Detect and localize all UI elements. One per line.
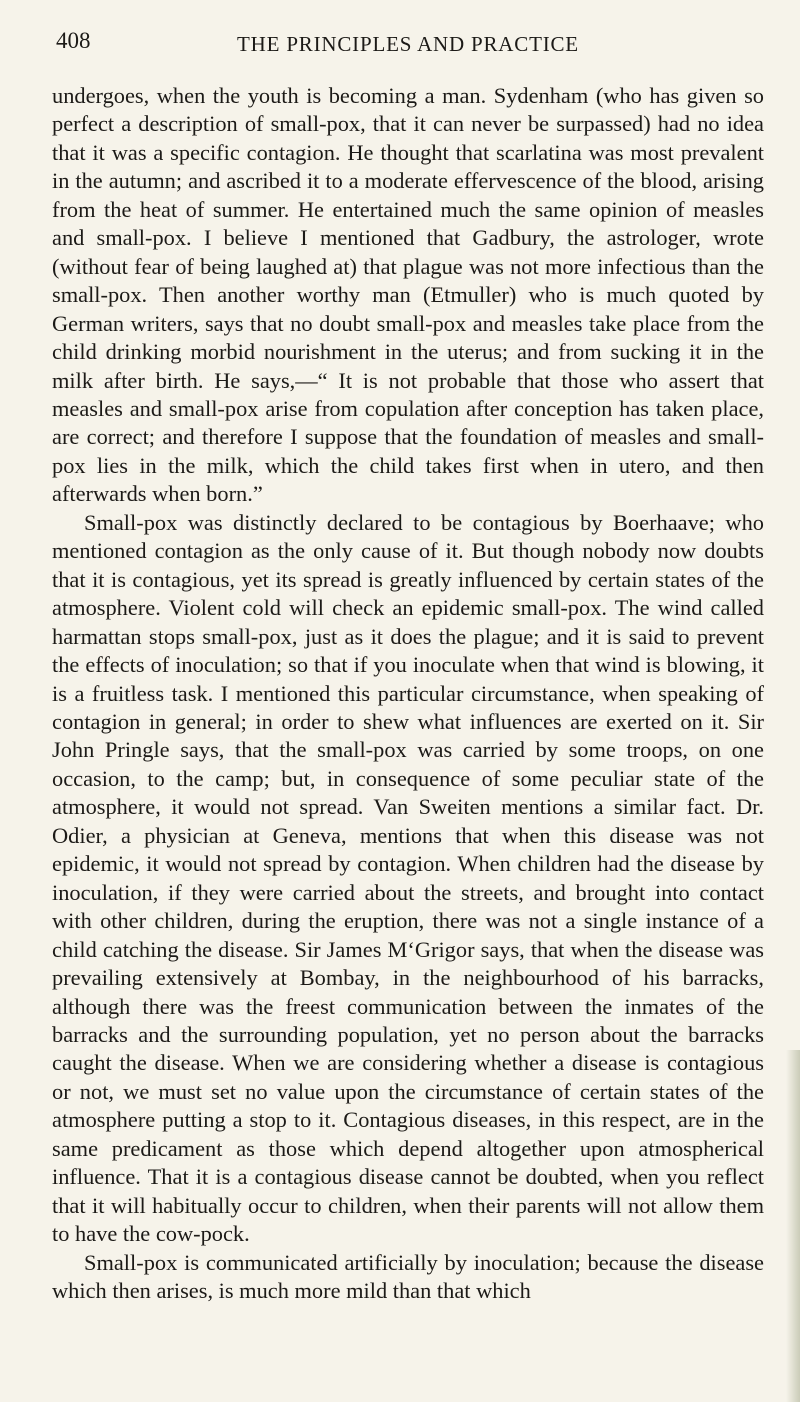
page-number: 408 — [56, 28, 91, 53]
page-edge-shadow — [786, 1050, 800, 1402]
page-header — [52, 14, 764, 72]
body-text — [52, 82, 764, 1305]
paragraph-continued: undergoes, when the youth is becoming a man. Sydenham (who has given so perfect a description of small-pox, that it can never be surpassed) had no idea that it was a specific contagion. He thought that scarlatina was most prevalent in the autumn; and ascribed it to a moderate effervescence of the blood, arising from the heat of summer. He entertained much the same opinion of measles and small-pox. I believe I mentioned that Gadbury, the astrologer, wrote (without fear of being laughed at) that plague was not more infectious than the small-pox. Then another worthy man (Etmuller) who is much quoted by German writers, says that no doubt small-pox and measles take place from the child drinking morbid nourishment in the uterus; and from sucking it in the milk after birth. He says,—“ It is not probable that those who assert that measles and small-pox arise from copulation after conception has taken place, are correct; and therefore I suppose that the foundation of measles and small-pox lies in the milk, which the child takes first when in utero, and then afterwards when born.” — [52, 83, 764, 507]
book-page — [52, 14, 764, 1305]
running-head: THE PRINCIPLES AND PRACTICE — [237, 32, 579, 56]
paragraph-inoculation: Small-pox is communicated artificially by inoculation; because the disease which then arises, is much more mild than that which — [52, 1249, 764, 1304]
paragraph-boerhaave: Small-pox was distinctly declared to be contagious by Boerhaave; who mentioned contagion as the only cause of it. But though nobody now doubts that it is contagious, yet its spread is greatly influenced by certain states of the atmosphere. Violent cold will check an epidemic small-pox. The wind called harmattan stops small-pox, just as it does the plague; and it is said to prevent the effects of inoculation; so that if you inoculate when that wind is blowing, it is a fruitless task. I mentioned this particular circumstance, when speaking of contagion in general; in order to shew what influences are exerted on it. Sir John Pringle says, that the small-pox was carried by some troops, on one occasion, to the camp; but, in consequence of some peculiar state of the atmosphere, it would not spread. Van Sweiten mentions a similar fact. Dr. Odier, a physician at Geneva, mentions that when this disease was not epidemic, it would not spread by contagion. When children had the disease by inoculation, if they were carried about the streets, and brought into contact with other children, during the eruption, there was not a single instance of a child catching the disease. Sir James M‘Grigor says, that when the disease was prevailing extensively at Bombay, in the neighbourhood of his barracks, although there was the freest communication between the inmates of the barracks and the surrounding population, yet no person about the barracks caught the disease. When we are considering whether a disease is contagious or not, we must set no value upon the circumstance of certain states of the atmosphere putting a stop to it. Contagious diseases, in this respect, are in the same predicament as those which depend altogether upon atmospherical influence. That it is a contagious disease cannot be doubted, when you reflect that it will habitually occur to children, when their parents will not allow them to have the cow-pock. — [52, 509, 764, 1247]
